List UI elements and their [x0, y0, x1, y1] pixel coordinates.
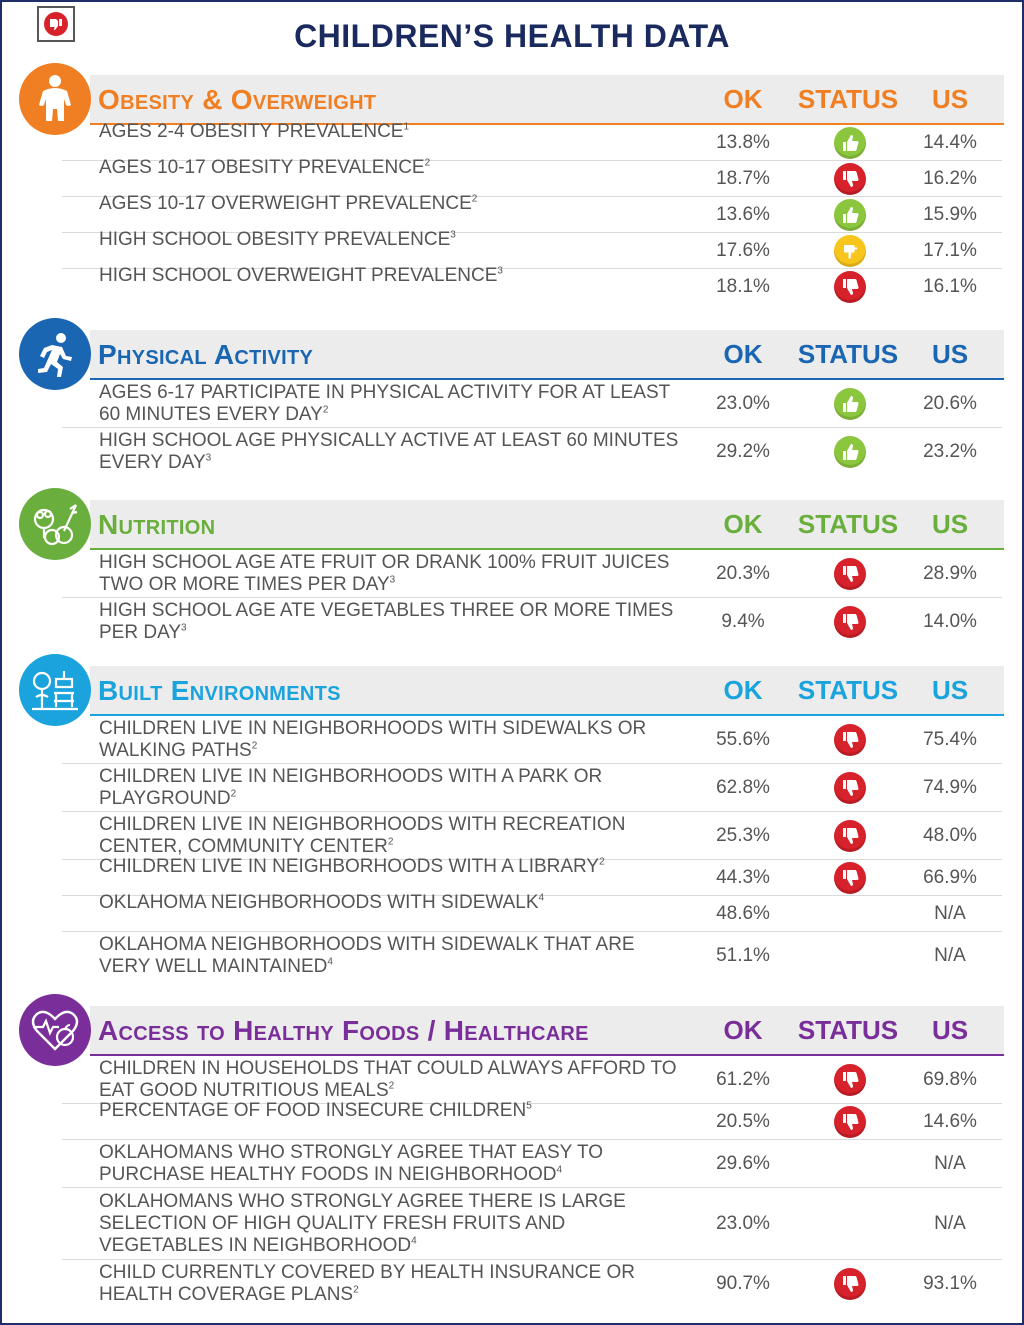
us-value: 14.4% [923, 132, 977, 153]
us-value: 28.9% [923, 563, 977, 584]
ok-value: 51.1% [716, 945, 770, 966]
thumbs-sideways-icon [834, 235, 866, 267]
table-row [62, 1188, 1002, 1260]
footnote-marker: 1 [403, 121, 410, 133]
ok-value: 23.0% [716, 1213, 770, 1234]
row-label: HIGH SCHOOL AGE ATE FRUIT OR DRANK 100% FRUIT JUICES TWO OR MORE TIMES PER DAY$^3$ [99, 552, 670, 595]
section-title: Nutrition [98, 509, 216, 540]
table-row [62, 856, 1002, 896]
ok-value: 20.3% [716, 563, 770, 584]
column-header-ok: OK [723, 509, 763, 539]
column-header-ok: OK [723, 84, 763, 114]
row-label: PERCENTAGE OF FOOD INSECURE CHILDREN$^5$ [99, 1100, 532, 1121]
row-label: CHILDREN LIVE IN NEIGHBORHOODS WITH A LIBRARY$^2$ [99, 856, 605, 877]
row-label: OKLAHOMA NEIGHBORHOODS WITH SIDEWALK THAT ARE VERY WELL MAINTAINED$^4$ [99, 934, 635, 977]
us-value: 16.1% [923, 276, 977, 297]
column-header-us: US [931, 339, 969, 369]
ok-value: 23.0% [716, 393, 770, 414]
table-row [62, 598, 1002, 646]
ok-value: 9.4% [721, 611, 765, 632]
row-label: OKLAHOMA NEIGHBORHOODS WITH SIDEWALK$^4$ [99, 892, 545, 913]
us-value: 66.9% [923, 867, 977, 888]
thumbs-down-icon [834, 862, 866, 894]
footnote-marker: 2 [599, 856, 605, 868]
section-title: Built Environments [98, 675, 341, 706]
table-row [62, 193, 1002, 233]
table-row [62, 428, 1002, 476]
footnote-marker: 2 [251, 740, 258, 752]
row-label: HIGH SCHOOL AGE ATE VEGETABLES THREE OR MORE TIMES PER DAY$^3$ [99, 600, 674, 643]
column-header-ok: OK [723, 675, 763, 705]
footnote-marker: 4 [327, 956, 333, 968]
us-value: 15.9% [923, 204, 977, 225]
us-value: 93.1% [923, 1273, 977, 1294]
us-value: 74.9% [923, 777, 977, 798]
table-row [62, 892, 1002, 932]
us-value: 16.2% [923, 168, 977, 189]
thumbs-down-icon [834, 271, 866, 303]
us-value: 23.2% [923, 441, 977, 462]
us-value: 14.6% [923, 1111, 977, 1132]
thumbs-down-icon [834, 1106, 866, 1138]
ok-value: 55.6% [716, 729, 770, 750]
us-value: N/A [934, 903, 966, 924]
footnote-marker: 5 [526, 1100, 532, 1112]
thumbs-down-icon [834, 772, 866, 804]
footnote-marker: 4 [538, 892, 545, 904]
footnote-marker: 2 [388, 1080, 395, 1092]
us-value: 75.4% [923, 729, 977, 750]
footnote-marker: 3 [181, 622, 187, 634]
row-label: HIGH SCHOOL OBESITY PREVALENCE$^3$ [99, 229, 456, 250]
table-row [62, 121, 1002, 161]
thumbs-down-icon [834, 1268, 866, 1300]
row-label: AGES 10-17 OVERWEIGHT PREVALENCE$^2$ [99, 193, 478, 214]
section-title: Physical Activity [98, 339, 314, 370]
footnote-marker: 4 [411, 1235, 417, 1247]
table-row [62, 380, 1002, 428]
table-row [62, 1056, 1002, 1104]
thumbs-up-icon [834, 199, 866, 231]
thumbs-down-icon [834, 558, 866, 590]
footnote-marker: 3 [450, 229, 456, 241]
ok-value: 29.6% [716, 1153, 770, 1174]
us-value: 14.0% [923, 611, 977, 632]
row-label: HIGH SCHOOL AGE PHYSICALLY ACTIVE AT LEAST 60 MINUTES EVERY DAY$^3$ [99, 430, 679, 473]
row-label: CHILDREN IN HOUSEHOLDS THAT COULD ALWAYS AFFORD TO EAT GOOD NUTRITIOUS MEALS$^2$ [99, 1058, 677, 1101]
ok-value: 18.7% [716, 168, 770, 189]
table-row [62, 157, 1002, 197]
row-label: AGES 6-17 PARTICIPATE IN PHYSICAL ACTIVITY FOR AT LEAST 60 MINUTES EVERY DAY$^2$ [99, 382, 670, 425]
column-header-ok: OK [723, 339, 763, 369]
column-header-status: STATUS [797, 339, 899, 369]
ok-value: 20.5% [716, 1111, 770, 1132]
row-label: HIGH SCHOOL OVERWEIGHT PREVALENCE$^3$ [99, 265, 503, 286]
footnote-marker: 3 [389, 574, 396, 586]
row-label: OKLAHOMANS WHO STRONGLY AGREE THAT EASY TO PURCHASE HEALTHY FOODS IN NEIGHBORHOOD$^4$ [99, 1142, 603, 1185]
table-row [62, 1260, 1002, 1308]
footnote-marker: 2 [230, 788, 237, 800]
us-value: 48.0% [923, 825, 977, 846]
column-header-status: STATUS [797, 84, 899, 114]
page-title: CHILDREN’S HEALTH DATA [294, 18, 730, 54]
thumbs-up-icon [834, 388, 866, 420]
footnote-marker: 2 [353, 1284, 359, 1296]
row-label: AGES 10-17 OBESITY PREVALENCE$^2$ [99, 157, 431, 178]
section-title: Access to Healthy Foods / Healthcare [98, 1015, 589, 1046]
row-label: AGES 2-4 OBESITY PREVALENCE$^1$ [99, 121, 410, 142]
us-value: 20.6% [923, 393, 977, 414]
us-value: N/A [934, 945, 966, 966]
column-header-us: US [931, 509, 969, 539]
column-header-status: STATUS [797, 675, 899, 705]
row-label: CHILDREN LIVE IN NEIGHBORHOODS WITH A PARK OR PLAYGROUND$^2$ [99, 766, 603, 809]
table-row [62, 550, 1002, 598]
thumbs-up-icon [834, 127, 866, 159]
ok-value: 18.1% [716, 276, 770, 297]
row-label: CHILD CURRENTLY COVERED BY HEALTH INSURANCE OR HEALTH COVERAGE PLANS$^2$ [99, 1262, 635, 1305]
ok-value: 90.7% [716, 1273, 770, 1294]
column-header-us: US [931, 84, 969, 114]
thumbs-down-icon [834, 820, 866, 852]
thumbs-down-icon [834, 606, 866, 638]
table-row [62, 1100, 1002, 1140]
ok-value: 13.6% [716, 204, 770, 225]
footnote-marker: 3 [497, 265, 503, 277]
footnote-marker: 2 [322, 404, 329, 416]
table-row [62, 812, 1002, 860]
table-row [62, 265, 1002, 305]
table-row [62, 229, 1002, 269]
footnote-marker: 2 [471, 193, 478, 205]
ok-value: 44.3% [716, 867, 770, 888]
column-header-us: US [931, 1015, 969, 1045]
footnote-marker: 2 [424, 157, 431, 169]
us-value: 69.8% [923, 1069, 977, 1090]
column-header-status: STATUS [797, 509, 899, 539]
us-value: N/A [934, 1153, 966, 1174]
table-row [62, 764, 1002, 812]
table-row [62, 932, 1002, 980]
section-title: Obesity & Overweight [98, 84, 377, 115]
column-header-status: STATUS [797, 1015, 899, 1045]
footnote-marker: 4 [556, 1164, 563, 1176]
table-row [62, 1140, 1002, 1188]
thumbs-down-icon [834, 724, 866, 756]
ok-value: 29.2% [716, 441, 770, 462]
footnote-marker: 2 [387, 836, 394, 848]
ok-value: 48.6% [716, 903, 770, 924]
thumbs-down-icon [834, 163, 866, 195]
us-value: N/A [934, 1213, 966, 1234]
footnote-marker: 3 [205, 452, 212, 464]
thumbs-up-icon [834, 436, 866, 468]
us-value: 17.1% [923, 240, 977, 261]
column-header-us: US [931, 675, 969, 705]
thumbs-down-icon [834, 1064, 866, 1096]
ok-value: 17.6% [716, 240, 770, 261]
table-row [62, 716, 1002, 764]
column-header-ok: OK [723, 1015, 763, 1045]
ok-value: 62.8% [716, 777, 770, 798]
row-label: CHILDREN LIVE IN NEIGHBORHOODS WITH SIDEWALKS OR WALKING PATHS$^2$ [99, 718, 647, 761]
ok-value: 13.8% [716, 132, 770, 153]
ok-value: 25.3% [716, 825, 770, 846]
row-label: CHILDREN LIVE IN NEIGHBORHOODS WITH RECREATION CENTER, COMMUNITY CENTER$^2$ [99, 814, 626, 857]
row-label: OKLAHOMANS WHO STRONGLY AGREE THERE IS LARGE SELECTION OF HIGH QUALITY FRESH FRUITS AND VEGETABLES IN NEIGHBORHOOD$^4$ [99, 1191, 626, 1256]
ok-value: 61.2% [716, 1069, 770, 1090]
